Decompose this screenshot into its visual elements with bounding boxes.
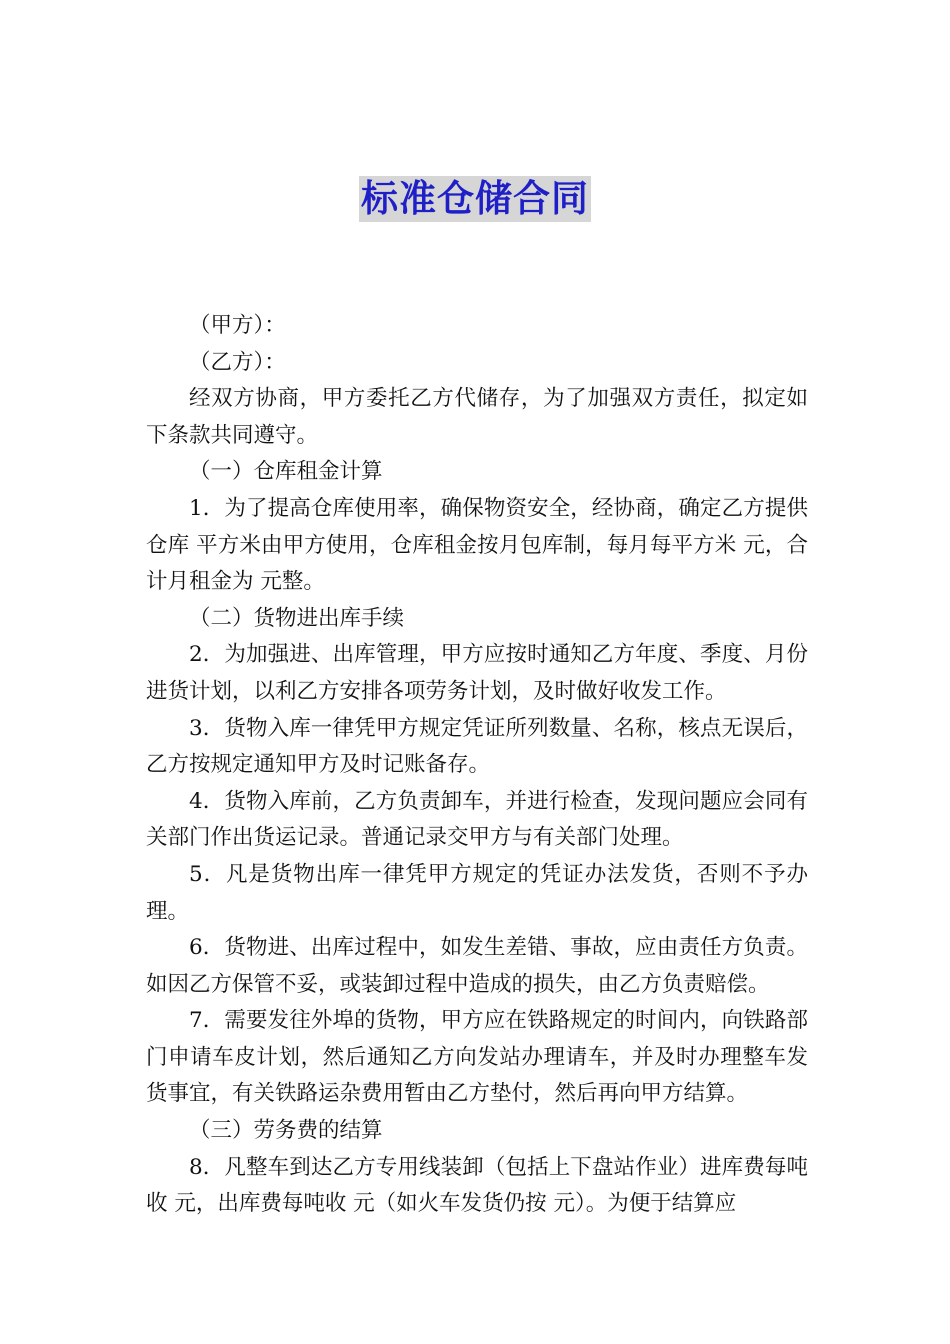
clause-3: 3．货物入库一律凭甲方规定凭证所列数量、名称，核点无误后，乙方按规定通知甲方及时记账备存。 [146,715,808,778]
section-heading-rent: （一）仓库租金计算 [189,459,383,485]
title-container [0,176,950,222]
clause-6: 6．货物进、出库过程中，如发生差错、事故，应由责任方负责。如因乙方保管不妥，或装卸过程中造成的损失，由乙方负责赔偿。 [146,935,808,997]
clause-8: 8．凡整车到达乙方专用线装卸（包括上下盘站作业）进库费每吨收 元，出库费每吨收 元（如火车发货仍按 元）。为便于结算应 [146,1154,808,1217]
party-b-line: （乙方）： [189,349,286,375]
party-a-line: （甲方）： [189,313,286,338]
clause-5: 5．凡是货物出库一律凭甲方规定的凭证办法发货，否则不予办理。 [146,861,808,924]
clause-4: 4．货物入库前，乙方负责卸车，并进行检查，发现问题应会同有关部门作出货运记录。普通记录交甲方与有关部门处理。 [146,788,808,851]
section-heading-procedures: （二）货物进出库手续 [189,605,405,631]
document-body [146,308,808,1223]
section-heading-fees: （三）劳务费的结算 [189,1118,383,1144]
document-title: 标准仓储合同 [361,177,589,220]
preamble-paragraph: 经双方协商，甲方委托乙方代储存，为了加强双方责任，拟定如下条款共同遵守。 [146,386,808,448]
clause-7: 7．需要发往外埠的货物，甲方应在铁路规定的时间内，向铁路部门申请车皮计划，然后通知乙方向发站办理请车，并及时办理整车发货事宜，有关铁路运杂费用暂由乙方垫付，然后再向甲方结算。 [146,1008,808,1107]
clause-1: 1．为了提高仓库使用率，确保物资安全，经协商，确定乙方提供仓库 平方米由甲方使用，仓库租金按月包库制，每月每平方米 元，合计月租金为 元整。 [146,495,808,595]
clause-2: 2．为加强进、出库管理，甲方应按时通知乙方年度、季度、月份进货计划，以利乙方安排各项劳务计划，及时做好收发工作。 [146,642,808,704]
